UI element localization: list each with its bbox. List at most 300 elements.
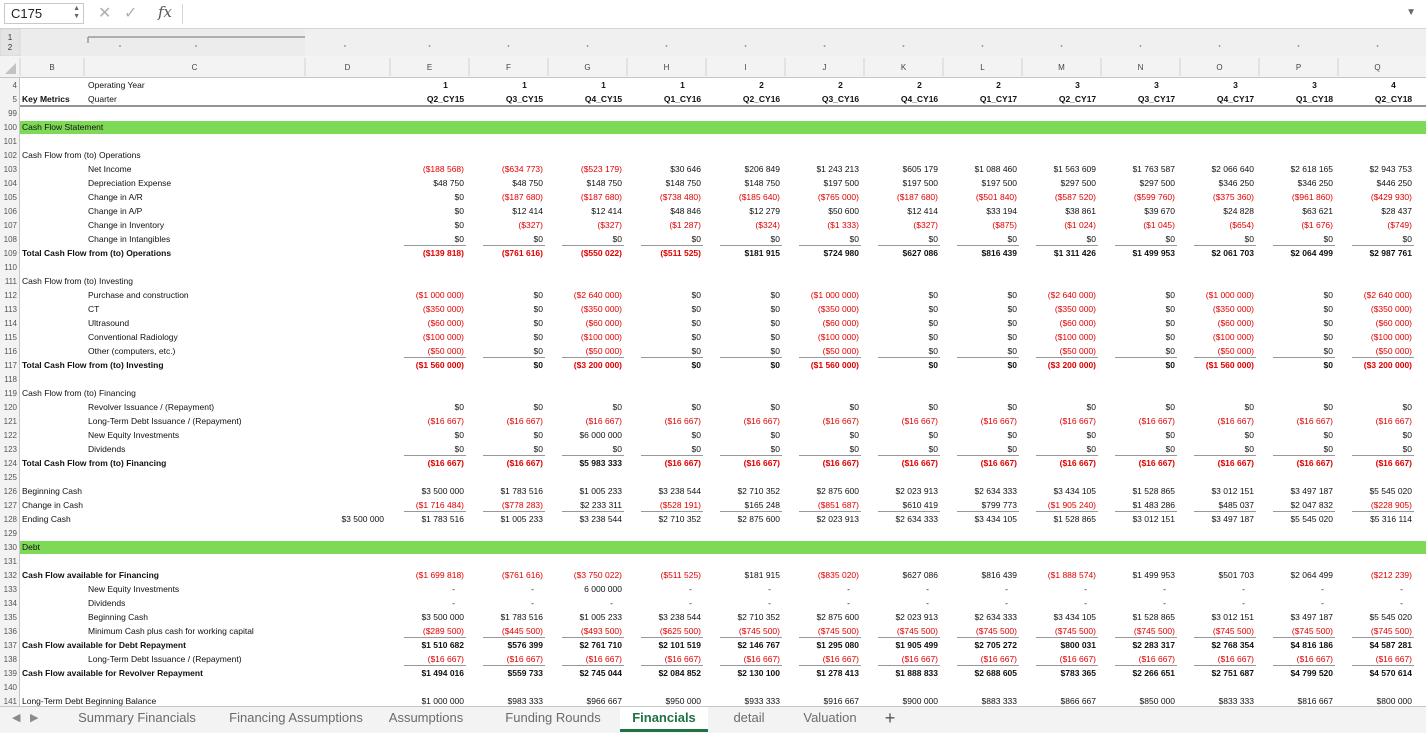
cell-value: $983 333 xyxy=(507,696,543,706)
name-box-spinner-icon[interactable]: ▲ ▼ xyxy=(73,5,80,20)
row-number[interactable]: 132 xyxy=(3,571,17,580)
cell-value: 1 xyxy=(680,80,685,90)
cell-value: $1 888 833 xyxy=(895,668,938,678)
column-header-I[interactable]: I xyxy=(744,63,747,72)
cell-value: $0 xyxy=(928,234,938,244)
cell-value: Q3_CY17 xyxy=(1137,94,1176,104)
cell-value: $197 500 xyxy=(823,178,859,188)
cell-value: - xyxy=(847,584,850,594)
cell-value: $0 xyxy=(1165,304,1175,314)
column-header-K[interactable]: K xyxy=(900,63,907,72)
cell-value: $0 xyxy=(770,360,780,370)
cell-value: Q4_CY15 xyxy=(584,94,623,104)
cell-value: $966 667 xyxy=(586,696,622,706)
cell-value: Q4_CY16 xyxy=(900,94,939,104)
cell-value: - xyxy=(1321,584,1324,594)
cell-value: $0 xyxy=(1402,402,1412,412)
outline-level-button[interactable]: 2 xyxy=(7,43,13,52)
cell-value: 2 xyxy=(838,80,843,90)
row-number[interactable]: 107 xyxy=(3,221,17,230)
cell-value: $900 000 xyxy=(902,696,938,706)
row-sublabel: Net Income xyxy=(88,164,132,174)
cell-value: $0 xyxy=(770,234,780,244)
cell-value: $0 xyxy=(1007,332,1017,342)
row-number[interactable]: 138 xyxy=(3,655,17,664)
row-number[interactable]: 99 xyxy=(8,109,17,118)
cell-value: $0 xyxy=(1165,332,1175,342)
column-header-H[interactable]: H xyxy=(663,63,670,72)
cell-value: ($634 773) xyxy=(501,164,543,174)
cell-value: $2 705 272 xyxy=(974,640,1017,650)
cell-value: 2 xyxy=(996,80,1001,90)
cell-value: ($528 191) xyxy=(659,500,701,510)
row-number[interactable]: 139 xyxy=(3,669,17,678)
cell-value: $148 750 xyxy=(744,178,780,188)
cell-value: $0 xyxy=(928,304,938,314)
cell-value: $559 733 xyxy=(507,668,543,678)
row-number[interactable]: 106 xyxy=(3,207,17,216)
sheet-tab-funding-rounds[interactable]: Funding Rounds xyxy=(505,710,601,725)
cell-value: $148 750 xyxy=(665,178,701,188)
sheet-tab-assumptions[interactable]: Assumptions xyxy=(388,710,464,725)
outline-dot xyxy=(344,45,346,47)
cell-value: $724 980 xyxy=(823,248,859,258)
cell-value: ($2 640 000) xyxy=(573,290,622,300)
cell-value: - xyxy=(1084,584,1087,594)
cell-value: $0 xyxy=(1244,444,1254,454)
column-header-G[interactable]: G xyxy=(584,63,591,72)
cell-value: $5 545 020 xyxy=(1290,514,1333,524)
row-number[interactable]: 112 xyxy=(4,291,17,300)
row-number[interactable]: 102 xyxy=(3,151,17,160)
cell-value: - xyxy=(1005,598,1008,608)
cell-value: $0 xyxy=(849,402,859,412)
cell-value: $0 xyxy=(454,444,464,454)
cell-value: $346 250 xyxy=(1218,178,1254,188)
cell-value: $0 xyxy=(1007,234,1017,244)
cell-value: $4 570 614 xyxy=(1369,668,1412,678)
cell-value: $4 587 281 xyxy=(1369,640,1412,650)
cell-value: $2 266 651 xyxy=(1132,668,1175,678)
cell-value: $0 xyxy=(691,360,701,370)
tab-scroll-left-icon[interactable]: ◀ xyxy=(12,712,21,724)
row-number[interactable]: 109 xyxy=(3,249,17,258)
cell-value: ($761 616) xyxy=(501,248,543,258)
cell-value: $800 031 xyxy=(1060,640,1096,650)
cell-value: $28 437 xyxy=(1381,206,1412,216)
row-number[interactable]: 103 xyxy=(3,165,17,174)
row-number[interactable]: 126 xyxy=(3,487,17,496)
cell-value: $197 500 xyxy=(981,178,1017,188)
cancel-icon[interactable]: ✕ xyxy=(98,5,112,22)
row-number[interactable]: 140 xyxy=(3,683,17,692)
row-number[interactable]: 123 xyxy=(3,445,17,454)
cell-value: $0 xyxy=(770,318,780,328)
row-number[interactable]: 129 xyxy=(3,529,17,538)
cell-value: $1 905 499 xyxy=(895,640,938,650)
cell-value: $0 xyxy=(1165,360,1175,370)
cell-value: ($16 667) xyxy=(1375,458,1412,468)
column-header-bar xyxy=(0,56,1426,78)
cell-value: $2 634 333 xyxy=(974,486,1017,496)
outline-dot xyxy=(508,45,510,47)
cell-value: ($745 500) xyxy=(1133,626,1175,636)
cell-value: - xyxy=(926,598,929,608)
column-header-L[interactable]: L xyxy=(980,63,985,72)
cell-value: $0 xyxy=(1323,304,1333,314)
cell-value: ($16 667) xyxy=(1059,458,1096,468)
cell-value: $12 414 xyxy=(512,206,543,216)
column-header-J[interactable]: J xyxy=(822,63,827,72)
row-sublabel: Quarter xyxy=(88,94,117,104)
cell-value: ($16 667) xyxy=(1217,458,1254,468)
row-number[interactable]: 133 xyxy=(3,585,17,594)
cell-value: $24 828 xyxy=(1223,206,1254,216)
row-number[interactable]: 135 xyxy=(3,613,17,622)
sheet-tab-detail[interactable]: detail xyxy=(733,710,765,725)
cell-value: $0 xyxy=(1323,402,1333,412)
row-number[interactable]: 141 xyxy=(3,697,17,706)
row-number[interactable]: 100 xyxy=(3,123,17,132)
cell-value: $2 710 352 xyxy=(737,612,780,622)
row-label: Cash Flow available for Debt Repayment xyxy=(22,640,186,650)
cell-value: $0 xyxy=(612,444,622,454)
cell-value: ($16 667) xyxy=(1217,416,1254,426)
cell-value: - xyxy=(531,584,534,594)
row-number[interactable]: 116 xyxy=(4,347,17,356)
cell-value: - xyxy=(689,598,692,608)
cell-value: ($60 000) xyxy=(1059,318,1096,328)
cell-value: ($738 480) xyxy=(659,192,701,202)
row-label: Ending Cash xyxy=(22,514,71,524)
row-sublabel: Change in Inventory xyxy=(88,220,165,230)
outline-dot xyxy=(1061,45,1063,47)
sheet-tab-bar xyxy=(0,706,1426,733)
cell-value: $610 419 xyxy=(902,500,938,510)
row-sublabel: Ultrasound xyxy=(88,318,130,328)
row-number[interactable]: 127 xyxy=(3,501,17,510)
row-number[interactable]: 130 xyxy=(3,543,17,552)
cell-value: $0 xyxy=(1086,402,1096,412)
cell-value: Q2_CY18 xyxy=(1374,94,1413,104)
formula-input[interactable] xyxy=(182,4,1403,24)
cell-value: - xyxy=(1242,598,1245,608)
cell-value: ($511 525) xyxy=(660,248,701,258)
cell-value: $297 500 xyxy=(1139,178,1175,188)
cell-value: ($324) xyxy=(755,220,780,230)
cell-value: $605 179 xyxy=(902,164,938,174)
row-number[interactable]: 128 xyxy=(3,515,17,524)
cell-value: ($100 000) xyxy=(422,332,464,342)
cell-value: $2 875 600 xyxy=(816,486,859,496)
outline-dot xyxy=(666,45,668,47)
row-number[interactable]: 120 xyxy=(3,403,17,412)
cell-value: $181 915 xyxy=(744,570,780,580)
cell-value: ($501 840) xyxy=(975,192,1017,202)
cell-value: ($60 000) xyxy=(427,318,464,328)
row-number[interactable]: 125 xyxy=(3,473,17,482)
cell-value: $0 xyxy=(1244,430,1254,440)
cell-value: $3 434 105 xyxy=(1053,612,1096,622)
column-header-O[interactable]: O xyxy=(1216,63,1223,72)
cell-value: $297 500 xyxy=(1060,178,1096,188)
cell-value: ($16 667) xyxy=(822,458,859,468)
cell-value: $0 xyxy=(770,332,780,342)
cell-value: $5 316 114 xyxy=(1370,514,1412,524)
outline-strip-right xyxy=(305,29,1426,56)
enter-check-icon[interactable]: ✓ xyxy=(124,5,138,22)
cell-value: 1 xyxy=(601,80,606,90)
row-number[interactable]: 137 xyxy=(3,641,17,650)
cell-value: ($139 818) xyxy=(422,248,464,258)
add-sheet-button[interactable]: + xyxy=(884,708,896,728)
cell-value: $1 528 865 xyxy=(1132,612,1175,622)
row-sublabel: Long-Term Debt Issuance / (Repayment) xyxy=(88,654,242,664)
cell-value: $0 xyxy=(533,304,543,314)
row-number[interactable]: 4 xyxy=(12,81,17,90)
row-number[interactable]: 113 xyxy=(4,305,17,314)
cell-value: $0 xyxy=(533,346,543,356)
cell-value: ($16 667) xyxy=(1138,458,1175,468)
cell-value: Q1_CY17 xyxy=(979,94,1018,104)
column-header-P[interactable]: P xyxy=(1295,63,1302,72)
cell-value: $0 xyxy=(770,290,780,300)
cell-value: $3 012 151 xyxy=(1211,612,1254,622)
row-sublabel: Change in A/P xyxy=(88,206,143,216)
column-header-B[interactable]: B xyxy=(49,63,55,72)
cell-value: $0 xyxy=(1402,430,1412,440)
cell-value: $2 745 044 xyxy=(579,668,622,678)
cell-value: $2 875 600 xyxy=(816,612,859,622)
column-header-Q[interactable]: Q xyxy=(1374,63,1381,72)
cell-value: ($745 500) xyxy=(975,626,1017,636)
row-sublabel: Dividends xyxy=(88,598,126,608)
row-number[interactable]: 104 xyxy=(3,179,17,188)
row-label: Cash Flow available for Financing xyxy=(22,570,159,580)
cell-value: $1 243 213 xyxy=(816,164,859,174)
cell-value: ($16 667) xyxy=(980,654,1017,664)
cell-value: ($1 716 484) xyxy=(415,500,464,510)
row-number[interactable]: 124 xyxy=(3,459,17,468)
section-band-debt xyxy=(20,541,1426,554)
cell-value: $3 500 000 xyxy=(421,486,464,496)
row-sublabel: Beginning Cash xyxy=(88,612,149,622)
cell-value: ($327) xyxy=(913,220,938,230)
row-number[interactable]: 122 xyxy=(3,431,17,440)
cell-value: $206 849 xyxy=(744,164,780,174)
cell-value: $5 983 333 xyxy=(579,458,622,468)
cell-value: $0 xyxy=(1086,430,1096,440)
cell-value: $0 xyxy=(1244,402,1254,412)
cell-value: $0 xyxy=(691,346,701,356)
row-number[interactable]: 134 xyxy=(3,599,17,608)
row-number[interactable]: 115 xyxy=(4,333,17,342)
cell-value: ($3 200 000) xyxy=(1363,360,1412,370)
cell-value: $2 064 499 xyxy=(1290,570,1333,580)
column-header-E[interactable]: E xyxy=(426,63,433,72)
column-header-D[interactable]: D xyxy=(344,63,351,72)
cell-value: ($16 667) xyxy=(1217,654,1254,664)
cell-value: $0 xyxy=(770,304,780,314)
cell-value: $0 xyxy=(849,444,859,454)
cell-value: $833 333 xyxy=(1218,696,1254,706)
cell-value: Q3_CY16 xyxy=(821,94,860,104)
cell-value: $0 xyxy=(1007,304,1017,314)
row-number[interactable]: 114 xyxy=(4,319,17,328)
cell-value: $3 238 544 xyxy=(658,486,701,496)
insert-function-icon[interactable]: fx xyxy=(158,3,173,21)
cell-value: $0 xyxy=(1323,332,1333,342)
row-sublabel: New Equity Investments xyxy=(88,584,180,594)
outline-dot xyxy=(587,45,589,47)
cell-value: $148 750 xyxy=(586,178,622,188)
cell-value: ($100 000) xyxy=(580,332,622,342)
cell-value: ($745 500) xyxy=(738,626,780,636)
cell-value: $0 xyxy=(1323,360,1333,370)
cell-value: $0 xyxy=(533,332,543,342)
cell-value: $2 023 913 xyxy=(816,514,859,524)
row-number[interactable]: 5 xyxy=(12,95,17,104)
cell-value: 3 xyxy=(1154,80,1159,90)
cell-value: $1 499 953 xyxy=(1132,248,1175,258)
column-header-F[interactable]: F xyxy=(506,63,511,72)
cell-value: - xyxy=(452,598,455,608)
name-box[interactable]: C175 ▲ ▼ xyxy=(4,3,84,24)
cell-value: Q2_CY17 xyxy=(1058,94,1097,104)
sheet-tab-valuation[interactable]: Valuation xyxy=(803,710,857,725)
cell-value: $1 510 682 xyxy=(421,640,464,650)
cell-value: ($16 667) xyxy=(1059,654,1096,664)
cell-value: $0 xyxy=(1402,444,1412,454)
cell-value: $5 545 020 xyxy=(1369,612,1412,622)
cell-value: $0 xyxy=(770,402,780,412)
cell-value: $0 xyxy=(928,346,938,356)
column-header-C[interactable]: C xyxy=(191,63,198,72)
cell-value: $4 816 186 xyxy=(1290,640,1333,650)
cell-value: - xyxy=(926,584,929,594)
sheet-tab-financing-assumptions[interactable]: Financing Assumptions xyxy=(229,710,363,725)
cell-value: $0 xyxy=(533,430,543,440)
column-header-M[interactable]: M xyxy=(1058,63,1065,72)
cell-value: $883 333 xyxy=(981,696,1017,706)
cell-value: $181 915 xyxy=(744,248,780,258)
cell-value: $2 283 317 xyxy=(1132,640,1175,650)
cell-value: - xyxy=(689,584,692,594)
column-header-N[interactable]: N xyxy=(1137,63,1144,72)
sheet-tab-summary-financials[interactable]: Summary Financials xyxy=(78,710,196,725)
row-number[interactable]: 131 xyxy=(3,557,17,566)
cell-value: $799 773 xyxy=(981,500,1017,510)
cell-value: $1 783 516 xyxy=(500,486,543,496)
row-number[interactable]: 118 xyxy=(4,375,17,384)
cell-value: - xyxy=(1242,584,1245,594)
row-number[interactable]: 101 xyxy=(3,137,17,146)
row-label: Total Cash Flow from (to) Investing xyxy=(22,360,164,370)
cell-value: $48 846 xyxy=(670,206,701,216)
cell-value: ($16 667) xyxy=(585,654,622,664)
cell-value: $576 399 xyxy=(507,640,543,650)
cell-value: $0 xyxy=(612,402,622,412)
row-number[interactable]: 121 xyxy=(3,417,17,426)
cell-value: $1 295 080 xyxy=(816,640,859,650)
row-number[interactable]: 111 xyxy=(4,277,17,286)
cell-value: ($16 667) xyxy=(506,416,543,426)
cell-value: $0 xyxy=(1007,430,1017,440)
cell-value: ($16 667) xyxy=(1296,654,1333,664)
cell-value: $2 084 852 xyxy=(658,668,701,678)
cell-value: ($493 500) xyxy=(580,626,622,636)
cell-value: ($1 000 000) xyxy=(1205,290,1254,300)
sheet-tab-financials[interactable]: Financials xyxy=(620,707,708,732)
cell-value: $0 xyxy=(1165,430,1175,440)
cell-value: $0 xyxy=(691,402,701,412)
cell-value: $0 xyxy=(533,234,543,244)
cell-value: $0 xyxy=(533,318,543,328)
outline-dot xyxy=(903,45,905,47)
cell-value: $0 xyxy=(612,234,622,244)
cell-value: $1 763 587 xyxy=(1132,164,1175,174)
cell-value: Q4_CY17 xyxy=(1216,94,1255,104)
outline-dot xyxy=(824,45,826,47)
cell-value: $50 600 xyxy=(828,206,859,216)
cell-value: $0 xyxy=(1007,346,1017,356)
cell-value: ($523 179) xyxy=(580,164,622,174)
cell-value: ($625 500) xyxy=(659,626,701,636)
cell-value: $0 xyxy=(691,318,701,328)
cell-value: $1 528 865 xyxy=(1132,486,1175,496)
cell-value: $816 667 xyxy=(1297,696,1333,706)
cell-value: $12 414 xyxy=(591,206,622,216)
cell-value: 2 xyxy=(917,80,922,90)
cell-value: ($350 000) xyxy=(422,304,464,314)
cell-value: 1 xyxy=(522,80,527,90)
cell-value: $1 783 516 xyxy=(421,514,464,524)
cell-value: $2 047 832 xyxy=(1290,500,1333,510)
outline-level-button[interactable]: 1 xyxy=(7,33,13,42)
cell-value: $0 xyxy=(454,234,464,244)
cell-value: ($2 640 000) xyxy=(1047,290,1096,300)
row-number[interactable]: 136 xyxy=(3,627,17,636)
cell-value: ($16 667) xyxy=(1138,654,1175,664)
cell-value: ($50 000) xyxy=(1375,346,1412,356)
cell-value: $2 066 640 xyxy=(1211,164,1254,174)
cell-value: $0 xyxy=(1007,402,1017,412)
row-number[interactable]: 108 xyxy=(3,235,17,244)
cell-value: $2 023 913 xyxy=(895,486,938,496)
formula-expand-chevron-icon[interactable]: ▼ xyxy=(1406,7,1416,18)
cell-value: $0 xyxy=(928,332,938,342)
cell-value: ($16 667) xyxy=(506,458,543,468)
cell-value: ($654) xyxy=(1229,220,1254,230)
outline-dot xyxy=(1377,45,1379,47)
row-number[interactable]: 105 xyxy=(3,193,17,202)
tab-scroll-right-icon[interactable]: ▶ xyxy=(30,712,39,724)
cell-value: $12 279 xyxy=(749,206,780,216)
cell-value: ($1 287) xyxy=(669,220,701,230)
row-number[interactable]: 119 xyxy=(4,389,17,398)
cell-value: $33 194 xyxy=(986,206,1017,216)
cell-value: $0 xyxy=(770,430,780,440)
cell-value: $2 146 767 xyxy=(737,640,780,650)
row-sublabel: CT xyxy=(88,304,100,314)
cell-value: ($761 616) xyxy=(501,570,543,580)
cell-value: ($60 000) xyxy=(585,318,622,328)
grid-canvas[interactable] xyxy=(0,29,1426,706)
spreadsheet-grid[interactable] xyxy=(0,29,1426,706)
row-number[interactable]: 117 xyxy=(4,361,17,370)
cell-value: 3 xyxy=(1233,80,1238,90)
row-number[interactable]: 110 xyxy=(4,263,17,272)
